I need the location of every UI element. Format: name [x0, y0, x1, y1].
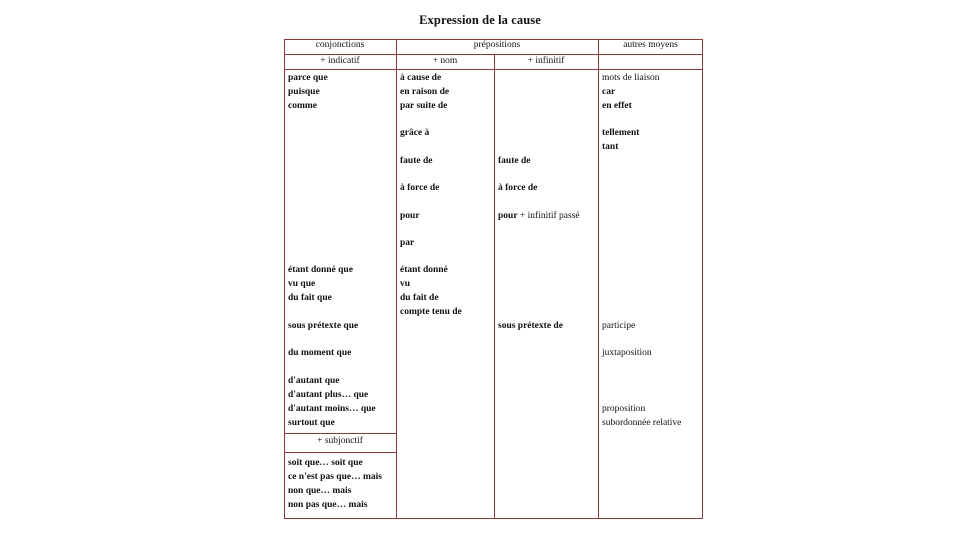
conj-surtout-que: surtout que — [288, 418, 335, 428]
autres-subordonnee-relative: subordonnée relative — [602, 418, 682, 428]
autres-proposition: proposition — [602, 404, 646, 414]
conj-non-que: non que… mais — [288, 486, 352, 496]
header-conjonctions: conjonctions — [315, 40, 365, 50]
conj-parce-que: parce que — [288, 73, 328, 83]
autres-juxtaposition: juxtaposition — [602, 348, 652, 358]
autres-car: car — [602, 87, 616, 97]
prep-grace-a: grâce à — [400, 128, 430, 138]
prep-vu: vu — [400, 279, 411, 289]
conj-sous-pretexte-que: sous prétexte que — [288, 321, 359, 331]
conj-etant-donne-que: étant donné que — [288, 265, 353, 275]
prep-faute-de: faute de — [400, 156, 433, 166]
conj-dautant-moins-que: d'autant moins… que — [288, 404, 376, 414]
conj-du-fait-que: du fait que — [288, 293, 332, 303]
header-subjonctif: + subjonctif — [317, 436, 363, 446]
prep-compte-tenu-de: compte tenu de — [400, 307, 462, 317]
inf-sous-pretexte-de: sous prétexte de — [498, 321, 563, 331]
column-divider-3 — [598, 39, 599, 519]
subjonctif-divider-bottom — [284, 452, 396, 453]
autres-tant: tant — [602, 142, 619, 152]
header-infinitif: + infinitif — [527, 56, 565, 66]
conj-soit-que: soit que… soit que — [288, 458, 363, 468]
header-prepositions: prépositions — [473, 40, 521, 50]
subjonctif-divider-top — [284, 433, 396, 434]
prep-du-fait-de: du fait de — [400, 293, 439, 303]
header-autres-moyens: autres moyens — [623, 40, 678, 50]
header-indicatif: + indicatif — [320, 56, 360, 66]
subheader-divider — [284, 69, 598, 70]
inf-a-force-de: à force de — [498, 183, 538, 193]
inf-pour: pour — [498, 211, 518, 221]
conj-du-moment-que: du moment que — [288, 348, 352, 358]
conj-dautant-que: d'autant que — [288, 376, 340, 386]
conj-vu-que: vu que — [288, 279, 316, 289]
prep-pour: pour — [400, 211, 420, 221]
inf-pour-note: + infinitif passé — [517, 211, 580, 221]
prep-par: par — [400, 238, 415, 248]
autres-en-effet: en effet — [602, 101, 632, 111]
subheader-divider-right — [598, 69, 703, 70]
conj-non-pas-que: non pas que… mais — [288, 500, 368, 510]
conj-dautant-plus-que: d'autant plus… que — [288, 390, 369, 400]
page-title: Expression de la cause — [419, 13, 541, 27]
cause-table — [284, 39, 703, 519]
autres-tellement: tellement — [602, 128, 640, 138]
prep-par-suite-de: par suite de — [400, 101, 448, 111]
header-nom: + nom — [432, 56, 458, 66]
inf-pour-row — [498, 210, 580, 224]
column-divider-2 — [494, 54, 495, 519]
prep-a-force-de: à force de — [400, 183, 440, 193]
conj-puisque: puisque — [288, 87, 320, 97]
prep-a-cause-de: à cause de — [400, 73, 442, 83]
conj-ce-nest-pas-que: ce n'est pas que… mais — [288, 472, 382, 482]
prep-etant-donne: étant donné — [400, 265, 448, 275]
column-divider-1 — [396, 39, 397, 519]
autres-mots-de-liaison: mots de liaison — [602, 73, 660, 83]
autres-participe: participe — [602, 321, 636, 331]
conj-comme: comme — [288, 101, 318, 111]
prep-en-raison-de: en raison de — [400, 87, 450, 97]
inf-faute-de: faute de — [498, 156, 531, 166]
